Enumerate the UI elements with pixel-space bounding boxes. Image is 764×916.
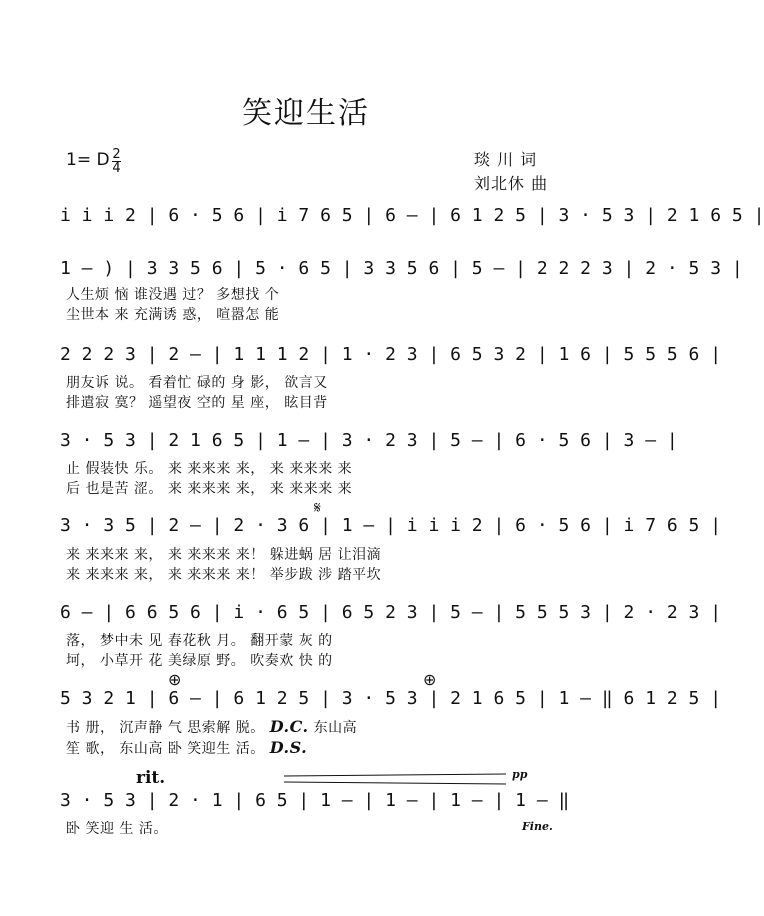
time-signature-bottom: 4 xyxy=(112,161,121,176)
lyrics-verse-1: 来 来来来 来， 来 来来来 来！ 躲进蜗 居 让泪滴 xyxy=(66,547,382,563)
lyrics-after-dc: 东山高 xyxy=(313,720,358,736)
lyrics-verse-1: 卧 笑迎 生 活。 xyxy=(66,821,168,837)
lyrics-verse-2: 笙 歌， 东山高 卧 笑迎生 活。 xyxy=(66,741,265,757)
lyrics-verse-2: 来 来来来 来， 来 来来来 来！ 举步跋 涉 踏平坎 xyxy=(66,567,382,583)
lyrics-verse-2: 后 也是苦 涩。 来 来来来 来， 来 来来来 来 xyxy=(66,481,353,497)
dc-marking: D.C. xyxy=(269,717,309,736)
lyrics-verse-1: 朋友诉 说。 看着忙 碌的 身 影， 欲言又 xyxy=(66,375,328,391)
score-system-4 xyxy=(60,430,678,460)
composer-credit: 刘北休 曲 xyxy=(474,174,549,193)
crescendo-hairpin xyxy=(284,770,506,782)
time-signature xyxy=(112,148,121,175)
ds-marking: D.S. xyxy=(269,738,308,757)
dynamic-marking: pp xyxy=(512,768,528,781)
score-system-3 xyxy=(60,344,722,374)
lyrics-verse-1: 止 假装快 乐。 来 来来来 来， 来 来来来 来 xyxy=(66,461,353,477)
lyrics-verse-1-line xyxy=(66,717,546,737)
lyricist-credit: 琰 川 词 xyxy=(474,150,538,169)
lyrics-verse-1: 书 册， 沉声静 气 思索解 脱。 xyxy=(66,720,265,736)
coda-icon: ⊕ xyxy=(168,670,182,689)
lyrics-verse-2: 尘世本 来 充满诱 惑， 喧嚣怎 能 xyxy=(66,307,280,323)
lyrics-verse-1: 人生烦 恼 谁没遇 过？ 多想找 个 xyxy=(66,287,280,303)
score-system-6 xyxy=(60,602,722,632)
notes-line: 1 — ) | 3 3 5 6 | 5 · 6 5 | 3 3 5 6 | 5 — | 2 2 2 3 | 2 · 5 3 | xyxy=(60,258,743,279)
hairpin-lines xyxy=(284,773,506,785)
score-system-1 xyxy=(60,205,764,235)
lyrics-verse-2: 排遣寂 寞？ 遥望夜 空的 星 座， 眩目背 xyxy=(66,395,328,411)
notes-line: 3 · 5 3 | 2 · 1 | 6 5 | 1 — | 1 — | 1 — | 1 — ‖ xyxy=(60,790,570,811)
key-signature: 1= D xyxy=(66,150,110,170)
notes-line: 2 2 2 3 | 2 — | 1 1 1 2 | 1 · 2 3 | 6 5 3 2 | 1 6 | 5 5 5 6 | xyxy=(60,344,722,365)
time-signature-top: 2 xyxy=(112,147,121,162)
lyrics-verse-2: 坷， 小草开 花 美绿原 野。 吹奏欢 快 的 xyxy=(66,653,333,669)
score-system-8 xyxy=(60,790,570,820)
lyrics-verse-1: 落， 梦中未 见 春花秋 月。 翻开蒙 灰 的 xyxy=(66,633,333,649)
fine-marking: Fine. xyxy=(522,820,553,833)
notes-line: 5 3 2 1 | 6 — | 6 1 2 5 | 3 · 5 3 | 2 1 6 5 | 1 — ‖ 6 1 2 5 | xyxy=(60,688,722,709)
lyrics-verse-2-line xyxy=(66,738,546,758)
notes-line: 3 · 5 3 | 2 1 6 5 | 1 — | 3 · 2 3 | 5 — | 6 · 5 6 | 3 — | xyxy=(60,430,678,451)
notes-line: 6 — | 6 6 5 6 | i · 6 5 | 6 5 2 3 | 5 — | 5 5 5 3 | 2 · 2 3 | xyxy=(60,602,722,623)
notes-line: 3 · 3 5 | 2 — | 2 · 3 6 | 1 — | i i i 2 | 6 · 5 6 | i 7 6 5 | xyxy=(60,515,722,536)
rit-marking: rit. xyxy=(136,768,166,788)
coda-icon-2: ⊕ xyxy=(423,670,437,689)
score-system-5 xyxy=(60,515,722,545)
notes-line: i i i 2 | 6 · 5 6 | i 7 6 5 | 6 — | 6 1 2 5 | 3 · 5 3 | 2 1 6 5 | xyxy=(60,205,764,226)
score-system-7 xyxy=(60,688,722,718)
song-title: 笑迎生活 xyxy=(242,96,370,131)
segno-icon: 𝄋 xyxy=(314,498,321,517)
